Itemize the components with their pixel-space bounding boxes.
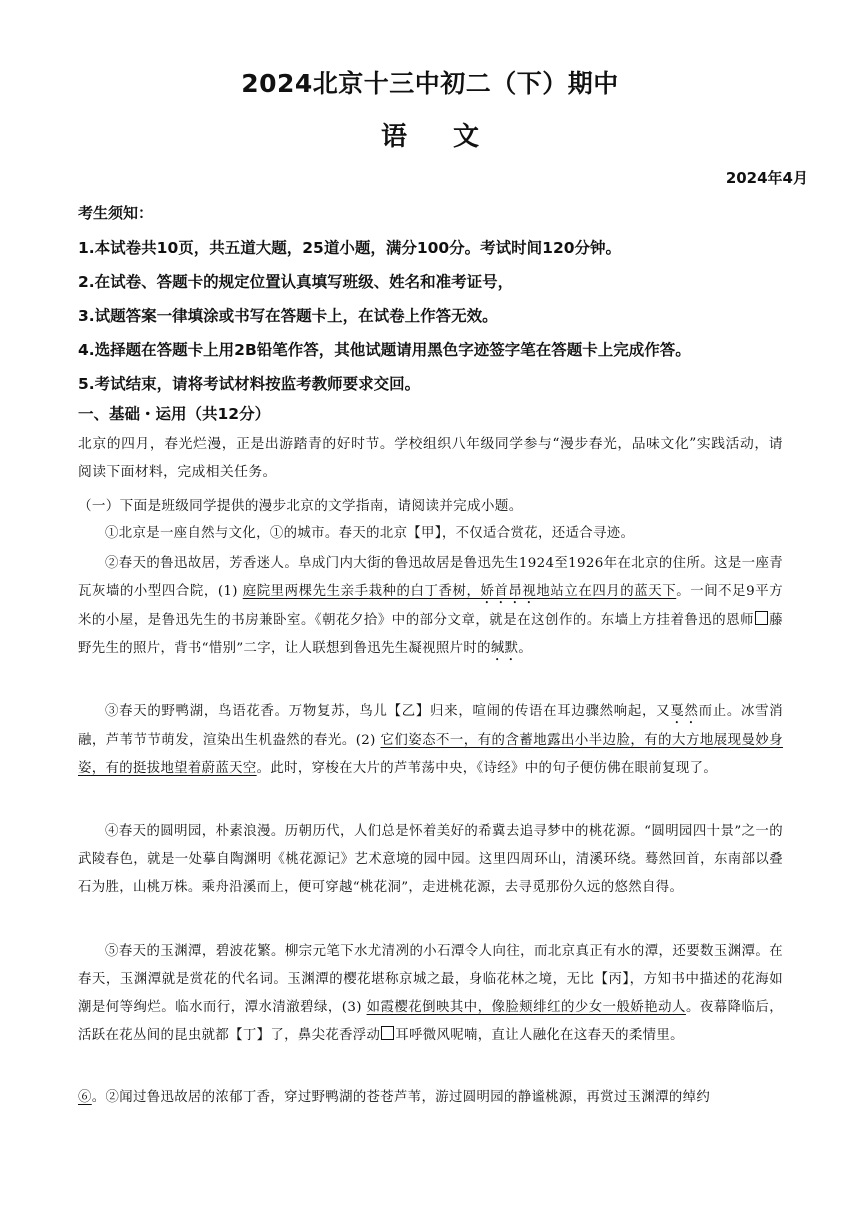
subject-title: 语文 [380, 122, 525, 152]
notice-heading: 考生须知： [78, 204, 154, 222]
underlined-sentence-3: 如霞樱花倒映其中，像脸颊绯红的少女一般娇艳动人 [366, 1000, 686, 1015]
underlined-sentence-2: 它们姿态不一，有的含蓄地露出小半边脸，有的大方地展现曼妙身姿，有的挺拔地望着蔚蓝天空 [78, 733, 783, 776]
notice-item-1: 1.本试卷共10页，共五道大题，25道小题，满分100分。考试时间120分钟。 [78, 239, 622, 257]
notice-item-4: 4.选择题在答题卡上用2B铅笔作答，其他试题请用黑色字迹签字笔在答题卡上完成作答。 [78, 341, 691, 359]
p1-text-c: 的城市。春天的北京【甲】，不仅适合赏花，还适合寻迹。 [283, 526, 635, 541]
sub-question-heading: （一）下面是班级同学提供的漫步北京的文学指南，请阅读并完成小题。 [78, 498, 523, 514]
p6-text-a: 。②闻过鲁迅故居的浓郁丁香，穿过野鸭湖的苍苍芦苇，游过圆明园的静谧桃源，再赏过玉渊潭的绰约 [91, 1090, 711, 1105]
p1-text-a: ①北京是一座自然与文化， [105, 526, 270, 541]
dotted-word-3: 戛然 [670, 704, 699, 719]
paragraph-4: ④春天的圆明园，朴素浪漫。历朝历代，人们总是怀着美好的希冀去追寻梦中的桃花源。“圆明园四十景”之一的武陵春色，就是一处摹自陶渊明《桃花源记》艺术意境的园中园。这里四周环山，清溪环绕。蓦然回首，东南部以叠石为胜，山桃万株。乘舟沿溪而上，便可穿越“桃花洞”，走进桃花源，去寻觅那份久远的悠然自得。 [78, 824, 783, 895]
p2-text-c: 藤野先生的照片，背书“惜别”二字，让人联想到鲁迅先生凝视照片时的 [78, 613, 783, 656]
dotted-word-2: 缄默 [490, 641, 519, 656]
paragraph-6 [78, 1084, 783, 1112]
notice-item-3: 3.试题答案一律填涂或书写在答题卡上，在试卷上作答无效。 [78, 307, 498, 325]
p3-text-c: 。此时，穿梭在大片的芦苇荡中央，《诗经》中的句子便仿佛在眼前复现了。 [256, 761, 718, 776]
exam-date: 2024年4月 [725, 169, 808, 187]
p6-number: ⑥ [78, 1090, 92, 1105]
page-title: 2024北京十三中初二（下）期中 [241, 69, 619, 98]
paragraph-5 [78, 938, 783, 1050]
p2-text-a: ②春天的鲁迅故居，芳香迷人。阜成门内大街的鲁迅故居是鲁迅先生1924至1926年在北京的住所。这是一座青瓦灰墙的小型四合院，(1) [78, 556, 783, 599]
p5-text-a: ⑤春天的玉渊潭，碧波花繁。柳宗元笔下水尤清冽的小石潭令人向往，而北京真正有水的潭，还要数玉渊潭。在春天，玉渊潭就是赏花的代名词。玉渊潭的樱花堪称京城之最，身临花林之境，无比【丙】，方知书中描述的花海如潮是何等绚烂。临水而行，潭水清澈碧绿，(3) [78, 944, 783, 1015]
blank-box-1 [755, 611, 768, 625]
blank-box-2 [381, 1026, 394, 1040]
dotted-word-1: 娇首昂视 [480, 584, 537, 599]
blank-marker-1: ① [269, 526, 284, 541]
section-intro: 北京的四月，春光烂漫，正是出游踏青的好时节。学校组织八年级同学参与“漫步春光，品味文化”实践活动，请阅读下面材料，完成相关任务。 [78, 436, 783, 480]
section-heading: 一、基础・运用（共12分） [78, 405, 271, 423]
p3-text-b: 而止。冰雪消融，芦苇节节萌发，渲染出生机盎然的春光。(2) [78, 704, 783, 748]
underlined-sentence-1b: 地站立在四月的蓝天下 [536, 584, 677, 599]
paragraph-1 [78, 520, 783, 548]
notice-item-5: 5.考试结束，请将考试材料按监考教师要求交回。 [78, 375, 421, 393]
p2-text-b: 。一间不足9平方米的小屋，是鲁迅先生的书房兼卧室。《朝花夕拾》中的部分文章，就是在这创作的。东墙上方挂着鲁迅的恩师 [78, 584, 783, 628]
p5-text-c: 耳呼微风呢喃，直让人融化在这春天的柔情里。 [395, 1028, 684, 1043]
p2-text-d: 。 [518, 641, 533, 656]
paragraph-3 [78, 698, 783, 783]
paragraph-2 [78, 550, 783, 664]
notice-item-2: 2.在试卷、答题卡的规定位置认真填写班级、姓名和准考证号， [78, 273, 514, 291]
underlined-sentence-1a: 庭院里两棵先生亲手栽种的白丁香树， [242, 584, 481, 599]
p3-text-a: ③春天的野鸭湖，鸟语花香。万物复苏，鸟儿【乙】归来，喧闹的传语在耳边骤然响起，又 [105, 704, 671, 719]
p5-text-b: 。夜幕降临后，活跃在花丛间的昆虫就都【丁】了，鼻尖花香浮动 [78, 1000, 783, 1043]
